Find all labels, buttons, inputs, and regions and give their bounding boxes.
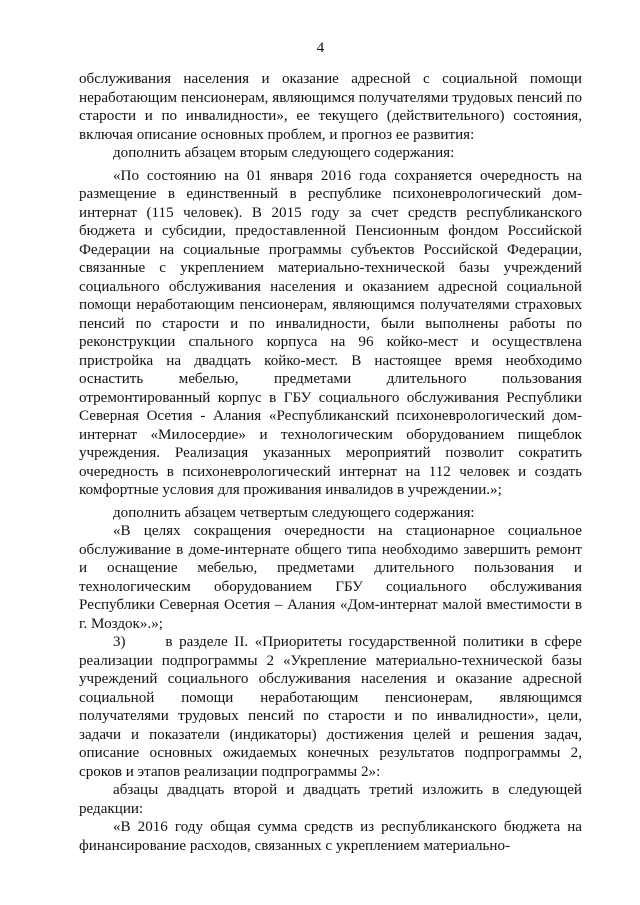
paragraph: «По состоянию на 01 января 2016 года сохраняется очередность на размещение в единственный в республике психоневрологический дом-интернат (115 человек). В 2015 году за счет средств республиканского бюджета и субсидии, предоставленной Пенсионным фондом Российской Федерации на социальные программы субъектов Российской Федерации, связанные с укреплением материально-технической базы учреждений социального обслуживания населения и оказанием адресной социальной помощи неработающим пенсионерам, являющимся получателями страховых пенсий по старости и по инвалидности, были выполнены работы по реконструкции спального корпуса на 96 койко-мест и осуществлена пристройка на двадцать койко-мест. В настоящее время необходимо оснастить мебелью, предметами длительного пользования отремонтированный корпус в ГБУ социального обслуживания Республики Северная Осетия - Алания «Республиканский психоневрологический дом-интернат «Милосердие» и технологическим оборудованием пищеблок учреждения. Реализация указанных мероприятий позволит сократить очередность в психоневрологический интернат на 112 человек и создать комфортные условия для проживания инвалидов в учреждении.»; <box>79 167 582 498</box>
paragraph: 3) в разделе II. «Приоритеты государственной политики в сфере реализации подпрограммы 2 «Укрепление материально-технической базы учреждений социального обслуживания населения и оказание адресной социальной помощи неработающим пенсионерам, являющимся получателями трудовых пенсий по старости и по инвалидности», цели, задачи и показатели (индикаторы) достижения целей и решения задач, описание основных ожидаемых конечных результатов подпрограммы 2, сроков и этапов реализации подпрограммы 2»: <box>79 634 582 780</box>
paragraph: «В 2016 году общая сумма средств из республиканского бюджета на финансирование расходов, связанных с укреплением материально- <box>79 819 582 854</box>
paragraph: дополнить абзацем вторым следующего содержания: <box>113 145 455 161</box>
paragraph: обслуживания населения и оказание адресной с социальной помощи неработающим пенсионерам, являющимся получателями трудовых пенсий по старости и по инвалидности», ее текущего (действительного) состояния, включая описание основных проблем, и прогноз ее развития: <box>79 71 582 143</box>
page-number: 4 <box>316 40 325 56</box>
document-body <box>79 70 582 855</box>
paragraph: абзацы двадцать второй и двадцать третий изложить в следующей редакции: <box>79 782 582 817</box>
paragraph: дополнить абзацем четвертым следующего содержания: <box>113 504 475 521</box>
paragraph: «В целях сокращения очередности на стационарное социальное обслуживание в доме-интернате общего типа необходимо завершить ремонт и оснащение мебелью, предметами длительного пользования и технологическим оборудованием ГБУ социального обслуживания Республики Северная Осетия – Алания «Дом-интернат малой вместимости в г. Моздок».»; <box>79 523 582 632</box>
